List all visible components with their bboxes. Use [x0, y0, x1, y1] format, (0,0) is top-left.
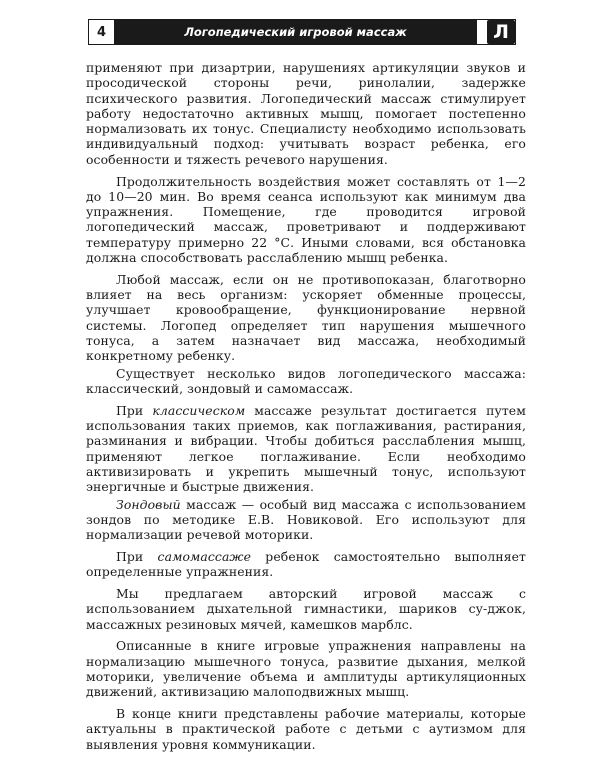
- header-spacer: [477, 20, 487, 44]
- page-number: 4: [96, 24, 107, 40]
- emphasis-term: самомассаже: [157, 548, 252, 564]
- running-header: [88, 19, 516, 45]
- paragraph: Любой массаж, если он не противопоказан, благотворно влияет на весь организм: ускоряет обменные процессы, улучшает кровообращение, функционирование нервной системы. Логопед определяет тип нарушения мышечного тонуса, а затем назначает вид массажа, необходимый конкретному ребенку.: [86, 271, 526, 364]
- paragraph: Мы предлагаем авторский игровой массаж с использованием дыхательной гимнастики, шариков су-джок, массажных резиновых мячей, камешков марблс.: [86, 586, 526, 632]
- paragraph: Описанные в книге игровые упражнения направлены на нормализацию мышечного тонуса, развитие дыхания, мелкой моторики, увеличение объема и амплитуды артикуляционных движений, активизацию малоподвижных мышц.: [86, 638, 526, 700]
- paragraph: применяют при дизартрии, нарушениях артикуляции звуков и просодической стороны речи, ринолалии, задержке психического развития. Логопедический массаж стимулирует работу недостаточно активных мышц, помогает постепенно нормализовать их тонус. Специалисту необходимо использовать индивидуальный подход: учитывать возраст ребенка, его особенности и тяжесть речевого нарушения.: [86, 60, 526, 167]
- paragraph: Продолжительность воздействия может составлять от 1—2 до 10—20 мин. Во время сеанса используют как минимум два упражнения. Помещение, где проводится игровой логопедический массаж, проветривают и поддерживают температуру примерно 22 °С. Иными словами, вся обстановка должна способствовать расслаблению мышц ребенка.: [86, 173, 526, 266]
- running-title: Логопедический игровой массаж: [114, 20, 477, 44]
- paragraph: При классическом массаже результат достигается путем использования таких приемов, как поглаживания, растирания, разминания и вибрации. Чтобы добиться расслабления мышц, применяют легкое поглаживание. Если необходимо активизировать и укрепить мышечный тонус, используют энергичные и быстрые движения.: [86, 402, 526, 495]
- paragraph: При самомассаже ребенок самостоятельно выполняет определенные упражнения.: [86, 548, 527, 580]
- paragraph: В конце книги представлены рабочие материалы, которые актуальны в практической работе с детьми с аутизмом для выявления уровня коммуникации.: [86, 706, 526, 752]
- paragraph: Существует несколько видов логопедического массажа: классический, зондовый и самомассаж.: [86, 365, 526, 396]
- emphasis-term: классическом: [152, 402, 246, 418]
- section-letter-tab: Л: [487, 20, 515, 44]
- body-text: [86, 60, 526, 758]
- paragraph: Зондовый массаж — особый вид массажа с использованием зондов по методике Е.В. Новиковой. Его используют для нормализации речевой моторики.: [86, 496, 526, 543]
- emphasis-term: Зондовый: [116, 496, 181, 512]
